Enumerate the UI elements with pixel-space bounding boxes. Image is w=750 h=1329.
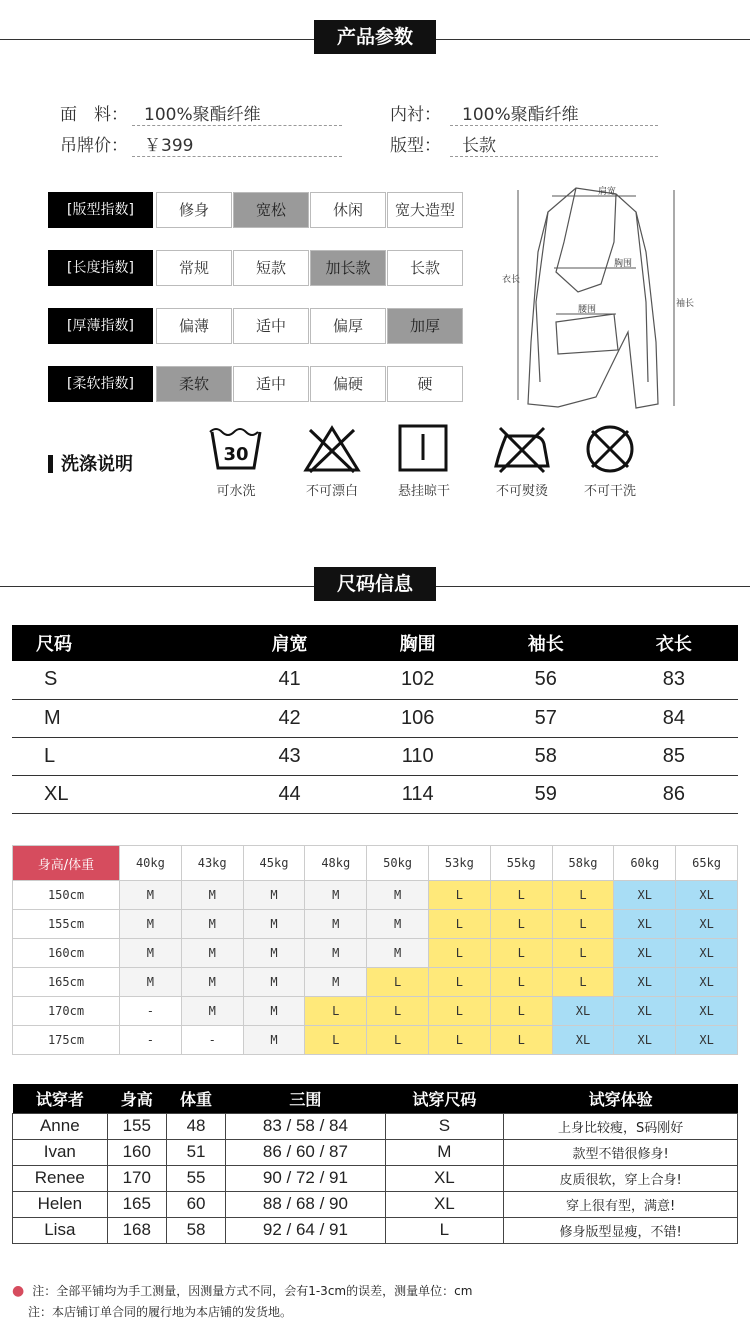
height-cell: 160cm [13,939,120,968]
table-cell: M [385,1139,504,1165]
index-option: 休闲 [310,192,386,228]
size-recommendation-cell: M [243,997,305,1026]
size-recommendation-cell: L [552,910,614,939]
size-recommendation-cell: M [181,939,243,968]
table-cell: Helen [13,1191,108,1217]
size-recommendation-cell: M [305,939,367,968]
param-label: 吊牌价： [60,136,128,156]
weight-header-cell: 60kg [614,846,676,881]
size-recommendation-cell: M [181,968,243,997]
index-row [48,192,461,228]
weight-header-cell: 45kg [243,846,305,881]
index-row [48,366,461,402]
size-recommendation-cell: M [305,881,367,910]
size-recommendation-cell: L [305,997,367,1026]
section-title: 产品参数 [314,20,436,54]
wash-label: 悬挂晾干 [397,484,450,499]
table-cell: 110 [354,737,482,775]
column-header: 试穿尺码 [385,1084,504,1113]
table-cell: M [12,699,226,737]
table-cell: Lisa [13,1217,108,1243]
wash-item-hang-dry [384,422,464,499]
wash-item-washable [196,422,276,499]
size-recommendation-cell: M [367,881,429,910]
size-recommendation-cell: XL [614,997,676,1026]
index-option: 加厚 [387,308,463,344]
index-option: 短款 [233,250,309,286]
table-cell: Anne [13,1113,108,1139]
table-row [13,1165,738,1191]
table-cell: 41 [226,661,354,699]
param-value: ￥399 [132,131,342,157]
table-cell: 48 [166,1113,225,1139]
height-cell: 150cm [13,881,120,910]
size-recommendation-cell: M [181,910,243,939]
size-recommendation-cell: L [552,881,614,910]
table-row [12,737,738,775]
size-recommendation-cell: XL [676,968,738,997]
size-recommendation-cell: L [428,997,490,1026]
wash-30-icon [206,422,266,474]
table-cell: 90 / 72 / 91 [226,1165,385,1191]
param-label: 面 料： [60,105,128,125]
size-recommendation-cell: M [181,997,243,1026]
table-cell: XL [385,1191,504,1217]
size-recommendation-cell: L [490,939,552,968]
table-cell: 106 [354,699,482,737]
note-line [12,1302,472,1323]
section-header-params [0,20,750,60]
height-weight-table [12,845,738,1055]
size-recommendation-cell: XL [614,881,676,910]
table-cell: 86 / 60 / 87 [226,1139,385,1165]
size-recommendation-cell: L [490,910,552,939]
size-recommendation-cell: L [490,997,552,1026]
note-text: 注：本店铺订单合同的履行地为本店铺的发货地。 [28,1305,293,1319]
table-cell: 57 [482,699,610,737]
table-cell: Renee [13,1165,108,1191]
index-option: 硬 [387,366,463,402]
param-label: 内衬： [390,105,441,125]
size-recommendation-cell: XL [676,881,738,910]
size-recommendation-cell: L [428,939,490,968]
wash-label: 不可干洗 [583,484,636,499]
jacket-measurement-diagram [496,182,701,412]
table-row [13,939,738,968]
note-text: 注：全部平铺均为手工测量，因测量方式不同，会有1-3cm的误差，测量单位：cm [32,1284,473,1298]
size-recommendation-cell: L [428,968,490,997]
size-recommendation-cell: M [305,910,367,939]
table-cell: 穿上很有型，满意! [504,1191,738,1217]
index-option: 加长款 [310,250,386,286]
index-tag: [厚薄指数] [48,308,153,344]
size-recommendation-cell: XL [614,939,676,968]
size-recommendation-cell: L [552,939,614,968]
size-recommendation-cell: M [120,939,182,968]
weight-header-cell: 43kg [181,846,243,881]
column-header: 三围 [226,1084,385,1113]
size-recommendation-cell: M [243,1026,305,1055]
index-option: 宽大造型 [387,192,463,228]
size-recommendation-cell: M [181,881,243,910]
table-cell: 86 [610,775,738,813]
table-cell: 88 / 68 / 90 [226,1191,385,1217]
size-recommendation-cell: XL [614,1026,676,1055]
no-dry-clean-icon [580,422,640,474]
size-recommendation-cell: M [120,968,182,997]
weight-header-cell: 65kg [676,846,738,881]
index-option: 偏厚 [310,308,386,344]
table-cell: XL [12,775,226,813]
table-cell: 165 [107,1191,166,1217]
column-header: 衣长 [610,625,738,661]
height-cell: 165cm [13,968,120,997]
height-cell: 175cm [13,1026,120,1055]
weight-header-cell: 48kg [305,846,367,881]
try-on-table [12,1084,738,1244]
size-table [12,625,738,814]
column-header: 胸围 [354,625,482,661]
size-recommendation-cell: XL [676,1026,738,1055]
size-recommendation-cell: L [490,1026,552,1055]
jacket-outline [528,188,658,408]
table-cell: 55 [166,1165,225,1191]
table-cell: 款型不错很修身! [504,1139,738,1165]
index-tag: [长度指数] [48,250,153,286]
size-recommendation-cell: - [120,1026,182,1055]
table-cell: XL [385,1165,504,1191]
column-header: 试穿者 [13,1084,108,1113]
table-row [13,1113,738,1139]
index-option: 适中 [233,308,309,344]
column-header: 身高 [107,1084,166,1113]
table-cell: S [12,661,226,699]
table-cell: 59 [482,775,610,813]
size-recommendation-cell: M [367,939,429,968]
size-recommendation-cell: L [490,881,552,910]
notes [12,1281,472,1323]
table-cell: 51 [166,1139,225,1165]
table-cell: 160 [107,1139,166,1165]
table-cell: L [385,1217,504,1243]
size-recommendation-cell: XL [552,1026,614,1055]
table-header-row [13,1084,738,1113]
table-row [12,775,738,813]
weight-header-row [13,846,738,881]
size-recommendation-cell: L [367,968,429,997]
table-header-row [12,625,738,661]
height-cell: 155cm [13,910,120,939]
column-header: 尺码 [12,625,226,661]
table-cell: 114 [354,775,482,813]
wash-title-text: 洗涤说明 [61,454,133,475]
section-header-size [0,567,750,607]
note-line [12,1281,472,1302]
jacket-collar [556,188,616,292]
table-row [13,997,738,1026]
table-cell: 44 [226,775,354,813]
table-row [13,1191,738,1217]
param-value: 100%聚酯纤维 [132,100,342,126]
param-value: 长款 [450,131,658,157]
size-recommendation-cell: L [367,1026,429,1055]
table-cell: Ivan [13,1139,108,1165]
weight-header-cell: 40kg [120,846,182,881]
shoulder-label: 肩宽 [598,187,617,197]
size-recommendation-cell: XL [552,997,614,1026]
table-row [12,661,738,699]
chest-label: 胸围 [614,259,633,269]
no-bleach-icon [302,422,362,474]
table-cell: 60 [166,1191,225,1217]
table-cell: 83 / 58 / 84 [226,1113,385,1139]
size-recommendation-cell: L [367,997,429,1026]
size-recommendation-cell: M [243,968,305,997]
table-row [13,910,738,939]
size-recommendation-cell: XL [676,910,738,939]
size-recommendation-cell: L [305,1026,367,1055]
size-recommendation-cell: L [428,1026,490,1055]
no-iron-icon [492,422,552,474]
table-cell: 58 [166,1217,225,1243]
size-recommendation-cell: XL [676,939,738,968]
table-cell: 56 [482,661,610,699]
table-row [13,881,738,910]
section-title: 尺码信息 [314,567,436,601]
index-option: 偏薄 [156,308,232,344]
table-cell: 168 [107,1217,166,1243]
wash-label: 不可熨烫 [495,484,548,499]
size-recommendation-cell: L [552,968,614,997]
jacket-hem [556,314,618,354]
weight-header-cell: 58kg [552,846,614,881]
table-row [13,1139,738,1165]
size-recommendation-cell: - [120,997,182,1026]
svg-text:30: 30 [223,444,249,465]
column-header: 试穿体验 [504,1084,738,1113]
weight-header-cell: 50kg [367,846,429,881]
table-cell: 102 [354,661,482,699]
table-cell: 155 [107,1113,166,1139]
size-recommendation-cell: L [428,881,490,910]
table-cell: 85 [610,737,738,775]
table-row [12,699,738,737]
size-recommendation-cell: L [428,910,490,939]
table-cell: 修身版型显瘦，不错! [504,1217,738,1243]
index-option: 长款 [387,250,463,286]
index-option: 修身 [156,192,232,228]
table-cell: 43 [226,737,354,775]
size-recommendation-cell: XL [676,997,738,1026]
table-cell: 上身比较瘦，S码刚好 [504,1113,738,1139]
size-recommendation-cell: XL [614,910,676,939]
param-value: 100%聚酯纤维 [450,100,658,126]
size-recommendation-cell: M [243,910,305,939]
index-option: 常规 [156,250,232,286]
title-bar [48,455,53,473]
size-recommendation-cell: L [490,968,552,997]
index-row [48,308,461,344]
size-recommendation-cell: M [120,881,182,910]
table-cell: 170 [107,1165,166,1191]
sleeve-label: 袖长 [676,299,695,309]
wash-title [48,450,133,476]
size-recommendation-cell: M [243,939,305,968]
index-option: 偏硬 [310,366,386,402]
table-cell: 92 / 64 / 91 [226,1217,385,1243]
column-header: 体重 [166,1084,225,1113]
index-option: 适中 [233,366,309,402]
waist-label: 腰围 [578,305,597,315]
table-cell: S [385,1113,504,1139]
bullet-dot-icon: ● [12,1283,25,1299]
column-header: 袖长 [482,625,610,661]
table-cell: 58 [482,737,610,775]
size-recommendation-cell: M [120,910,182,939]
table-cell: 皮质很软，穿上合身! [504,1165,738,1191]
weight-header-cell: 53kg [428,846,490,881]
table-row [13,1217,738,1243]
table-cell: 42 [226,699,354,737]
table-row [13,1026,738,1055]
size-recommendation-cell: M [243,881,305,910]
wash-label: 可水洗 [216,484,256,499]
index-option: 宽松 [233,192,309,228]
size-recommendation-cell: - [181,1026,243,1055]
table-cell: 83 [610,661,738,699]
wash-item-no-iron [482,422,562,499]
hang-dry-icon [394,422,454,474]
wash-item-no-bleach [292,422,372,499]
index-tag: [版型指数] [48,192,153,228]
index-option: 柔软 [156,366,232,402]
size-recommendation-cell: M [305,968,367,997]
table-row [13,968,738,997]
length-label: 衣长 [502,275,521,285]
size-recommendation-cell: XL [614,968,676,997]
wash-item-no-dry-clean [570,422,650,499]
size-recommendation-cell: M [367,910,429,939]
column-header: 肩宽 [226,625,354,661]
height-cell: 170cm [13,997,120,1026]
index-row [48,250,461,286]
table-cell: L [12,737,226,775]
index-tag: [柔软指数] [48,366,153,402]
param-label: 版型： [390,136,441,156]
height-weight-corner: 身高/体重 [13,846,120,881]
table-cell: 84 [610,699,738,737]
wash-label: 不可漂白 [305,484,358,499]
weight-header-cell: 55kg [490,846,552,881]
